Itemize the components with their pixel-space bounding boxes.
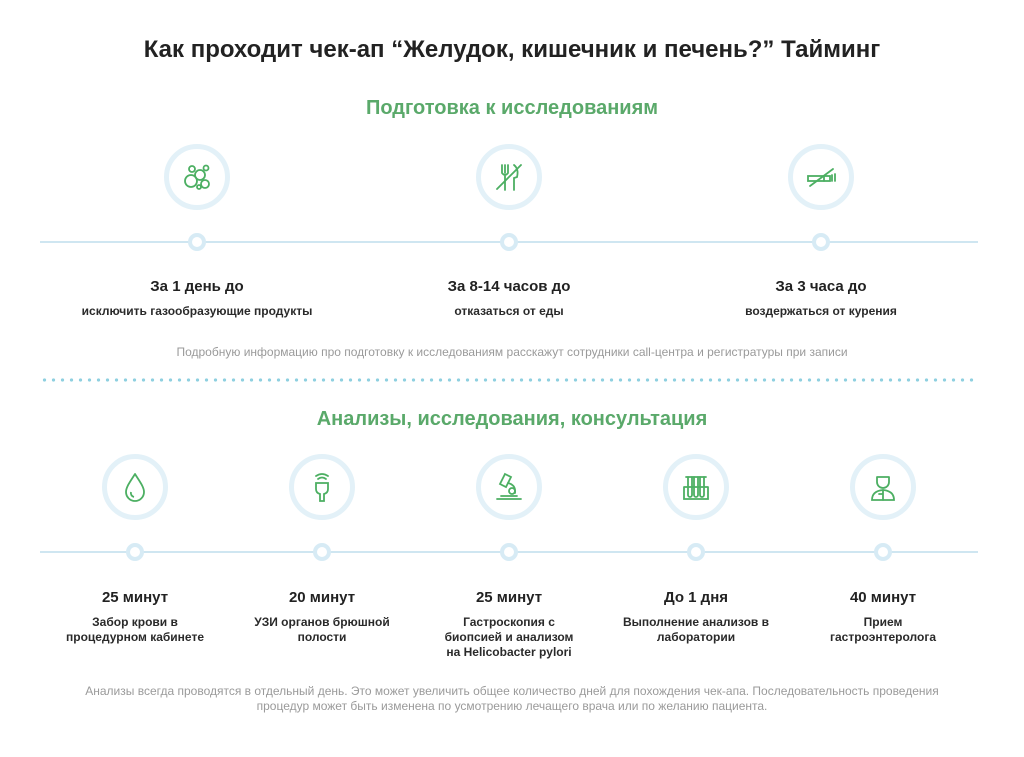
no-smoking-icon bbox=[788, 144, 854, 210]
timeline-dot bbox=[313, 543, 331, 561]
preparation-heading: Подготовка к исследованиям bbox=[365, 97, 659, 119]
step-time: До 1 дня bbox=[663, 589, 729, 606]
step-desc-line: Выполнение анализов в bbox=[622, 615, 770, 629]
step-desc bbox=[830, 615, 936, 645]
note-line: Анализы всегда проводятся в отдельный день. Это может увеличить общее количество дней для похождения чек-апа. Последовательность проведения bbox=[85, 684, 939, 698]
bubbles-icon bbox=[164, 144, 230, 210]
timeline-dot bbox=[126, 543, 144, 561]
step-time: 40 минут bbox=[849, 589, 917, 606]
test-tubes-icon bbox=[663, 454, 729, 520]
no-fork-knife-icon bbox=[476, 144, 542, 210]
prep-step bbox=[82, 278, 313, 319]
step-desc-line: гастроэнтеролога bbox=[830, 630, 936, 644]
step-desc-line: Прием bbox=[863, 615, 903, 629]
step-time: За 3 часа до bbox=[775, 278, 867, 295]
step-desc-line: биопсией и анализом bbox=[444, 630, 574, 644]
procedure-step bbox=[830, 589, 936, 645]
procedure-step bbox=[254, 589, 390, 645]
step-time: 25 минут bbox=[101, 589, 169, 606]
prep-step bbox=[448, 278, 571, 319]
step-desc-line: на Helicobacter pylori bbox=[446, 645, 572, 659]
timeline-dot bbox=[188, 233, 206, 251]
step-desc-line: Гастроскопия с bbox=[463, 615, 555, 629]
procedure-step bbox=[623, 589, 769, 645]
timeline-dot bbox=[500, 233, 518, 251]
step-time: За 1 день до bbox=[150, 278, 244, 295]
procedure-step bbox=[445, 589, 574, 660]
procedures-note bbox=[0, 684, 1024, 714]
step-desc bbox=[254, 615, 390, 645]
ultrasound-probe-icon bbox=[289, 454, 355, 520]
doctor-icon bbox=[850, 454, 916, 520]
timeline-dot bbox=[874, 543, 892, 561]
page-title: Как проходит чек-ап “Желудок, кишечник и печень?” Тайминг bbox=[143, 36, 881, 63]
step-time: 20 минут bbox=[288, 589, 356, 606]
step-desc-line: УЗИ органов брюшной bbox=[254, 615, 390, 629]
prep-step bbox=[745, 278, 897, 319]
step-desc: отказаться от еды bbox=[454, 304, 564, 318]
timeline-dot bbox=[812, 233, 830, 251]
step-desc-line: процедурном кабинете bbox=[66, 630, 204, 644]
procedures-heading: Анализы, исследования, консультация bbox=[316, 408, 708, 430]
timeline-dot bbox=[687, 543, 705, 561]
step-desc bbox=[623, 615, 769, 645]
step-desc bbox=[445, 615, 574, 660]
blood-drop-icon bbox=[102, 454, 168, 520]
procedure-step bbox=[66, 589, 204, 645]
timeline-dot bbox=[500, 543, 518, 561]
section-divider bbox=[40, 378, 978, 382]
step-desc: исключить газообразующие продукты bbox=[81, 304, 313, 318]
step-desc-line: полости bbox=[297, 630, 347, 644]
step-desc bbox=[66, 615, 204, 645]
preparation-note: Подробную информацию про подготовку к исследованиям расскажут сотрудники call-центра и регистратуры при записи bbox=[176, 345, 848, 359]
microscope-icon bbox=[476, 454, 542, 520]
step-time: 25 минут bbox=[475, 589, 543, 606]
note-line: процедур может быть изменена по усмотрению лечащего врача или по желанию пациента. bbox=[256, 699, 768, 713]
step-time: За 8-14 часов до bbox=[447, 278, 571, 295]
step-desc-line: Забор крови в bbox=[92, 615, 178, 629]
step-desc: воздержаться от курения bbox=[745, 304, 897, 318]
step-desc-line: лаборатории bbox=[656, 630, 736, 644]
